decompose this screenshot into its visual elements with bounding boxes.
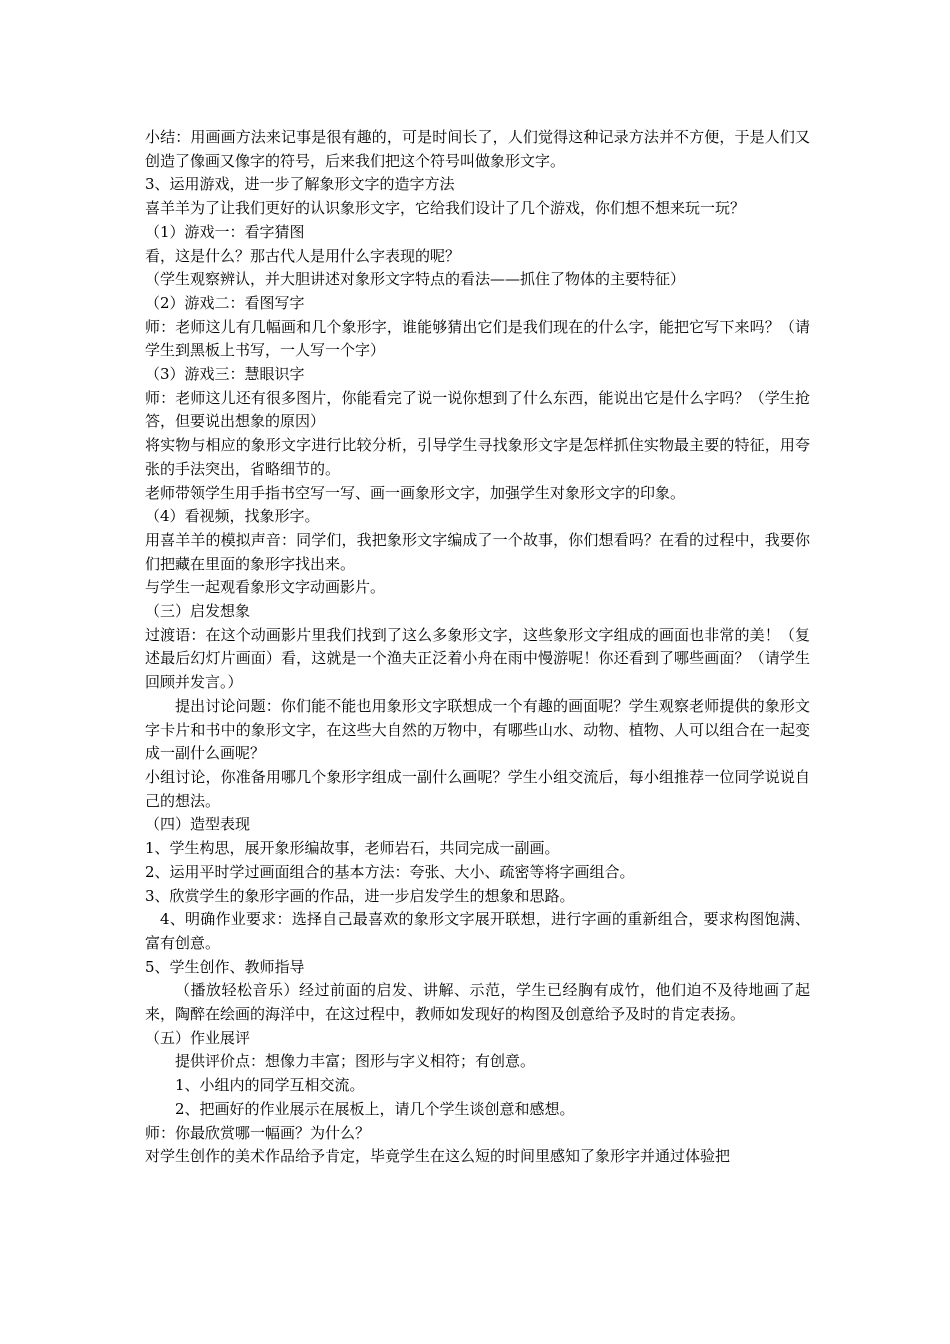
paragraph: 师：老师这儿有几幅画和几个象形字，谁能够猜出它们是我们现在的什么字，能把它写下来吗？（请学生到黑板上书写，一人写一个字） [145, 317, 810, 360]
game-one-heading: （1）游戏一：看字猜图 [145, 222, 305, 241]
paragraph: 小组讨论，你准备用哪几个象形字组成一副什么画呢？学生小组交流后，每小组推荐一位同学说说自己的想法。 [145, 767, 810, 810]
paragraph: 对学生创作的美术作品给予肯定，毕竟学生在这么短的时间里感知了象形字并通过体验把 [145, 1147, 731, 1166]
paragraph-indented: 提供评价点：想像力丰富；图形与字义相符；有创意。 [175, 1052, 536, 1071]
paragraph: 看，这是什么？那古代人是用什么字表现的呢？ [145, 246, 461, 265]
list-item: 3、欣赏学生的象形字画的作品，进一步启发学生的想象和思路。 [145, 886, 575, 905]
video-heading: （4）看视频，找象形字。 [145, 507, 320, 526]
section-heading-expression: （四）造型表现 [145, 815, 251, 834]
paragraph: 与学生一起观看象形文字动画影片。 [145, 578, 386, 597]
game-two-heading: （2）游戏二：看图写字 [145, 293, 305, 312]
list-item: 1、小组内的同学互相交流。 [175, 1076, 365, 1095]
list-item: 2、运用平时学过画面组合的基本方法：夸张、大小、疏密等将字画组合。 [145, 862, 635, 881]
paragraph: 师：老师这儿还有很多图片，你能看完了说一说你想到了什么东西，能说出它是什么字吗？（学生抢答，但要说出想象的原因） [145, 388, 810, 431]
section-heading-imagination: （三）启发想象 [145, 602, 251, 621]
list-item: 5、学生创作、教师指导 [145, 957, 305, 976]
paragraph: （学生观察辨认，并大胆讲述对象形文字特点的看法——抓住了物体的主要特征） [145, 270, 686, 289]
paragraph: 用喜羊羊的模拟声音：同学们，我把象形文字编成了一个故事，你们想看吗？在看的过程中，我要你们把藏在里面的象形字找出来。 [145, 530, 810, 573]
list-item: 4、明确作业要求：选择自己最喜欢的象形文字展开联想，进行字画的重新组合，要求构图饱满、富有创意。 [145, 910, 810, 952]
list-item: 1、学生构思，展开象形编故事，老师岩石，共同完成一副画。 [145, 839, 560, 858]
section-heading-evaluation: （五）作业展评 [145, 1028, 251, 1047]
summary-paragraph: 小结：用画画方法来记事是很有趣的，可是时间长了，人们觉得这种记录方法并不方便，于是人们又创造了像画又像字的符号，后来我们把这个符号叫做象形文字。 [145, 128, 810, 170]
paragraph: 将实物与相应的象形文字进行比较分析，引导学生寻找象形文字是怎样抓住实物最主要的特征，用夸张的手法突出，省略细节的。 [145, 436, 810, 478]
paragraph-indented: （播放轻松音乐）经过前面的启发、讲解、示范，学生已经胸有成竹，他们迫不及待地画了起来，陶醉在绘画的海洋中，在这过程中，教师如发现好的构图及创意给予及时的肯定表扬。 [145, 981, 810, 1024]
paragraph: 师：你最欣赏哪一幅画？为什么？ [145, 1123, 371, 1142]
list-item: 2、把画好的作业展示在展板上，请几个学生谈创意和感想。 [175, 1099, 575, 1118]
section-heading-games: 3、运用游戏，进一步了解象形文字的造字方法 [145, 175, 455, 194]
document-body [145, 126, 810, 1169]
paragraph-indented: 提出讨论问题：你们能不能也用象形文字联想成一个有趣的画面呢？学生观察老师提供的象形文字卡片和书中的象形文字，在这些大自然的万物中，有哪些山水、动物、植物、人可以组合在一起变成一副什么画呢？ [145, 696, 810, 763]
paragraph: 过渡语：在这个动画影片里我们找到了这么多象形文字，这些象形文字组成的画面也非常的美！（复述最后幻灯片画面）看，这就是一个渔夫正泛着小舟在雨中慢游呢！你还看到了哪些画面？（请学生回顾并发言。） [145, 625, 810, 692]
paragraph: 老师带领学生用手指书空写一写、画一画象形文字，加强学生对象形文字的印象。 [145, 483, 686, 502]
game-three-heading: （3）游戏三：慧眼识字 [145, 365, 305, 384]
paragraph-intro-games: 喜羊羊为了让我们更好的认识象形文字，它给我们设计了几个游戏，你们想不想来玩一玩？ [145, 199, 746, 218]
